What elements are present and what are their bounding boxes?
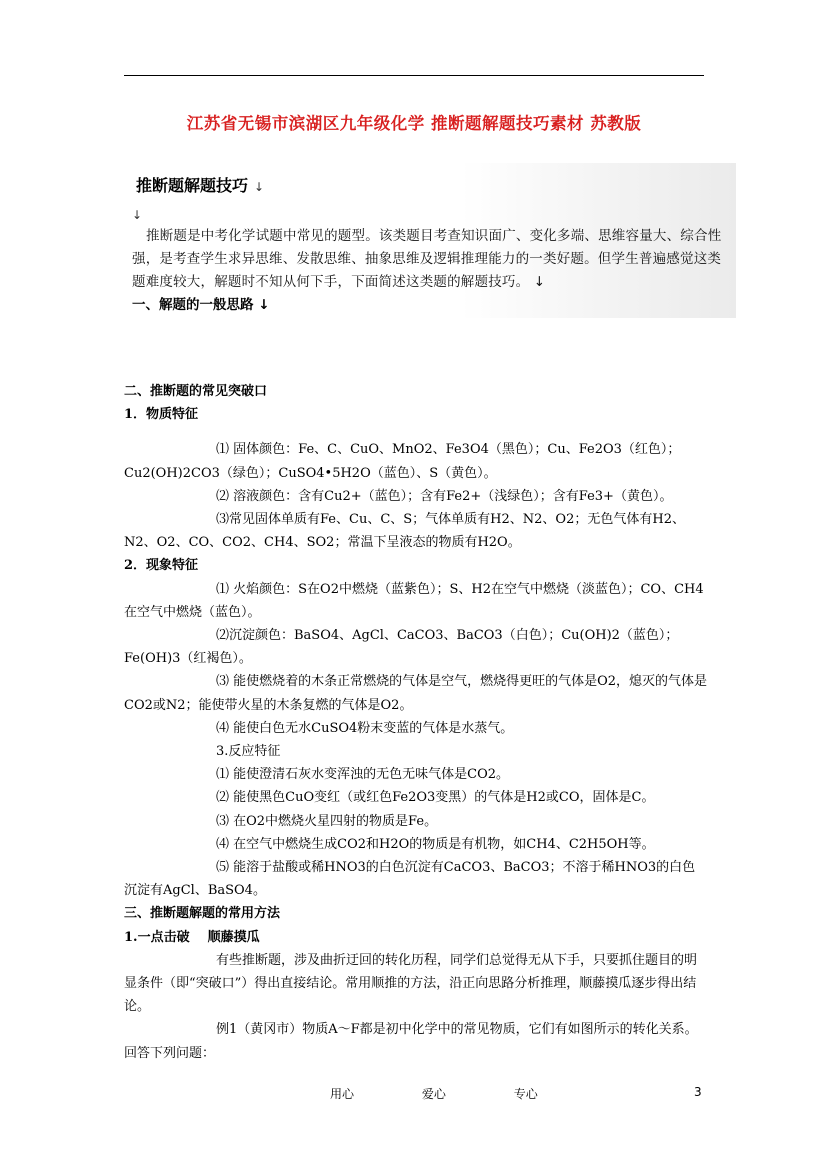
paragraph: ⑴ 火焰颜色：S在O2中燃烧（蓝紫色）；S、H2在空气中燃烧（淡蓝色）；CO、CH4在空气中燃烧（蓝色）。 <box>124 581 704 620</box>
example-paragraph: 例1（黄冈市）物质A～F都是初中化学中的常见物质，它们有如图所示的转化关系。回答下列问题： <box>124 1022 698 1061</box>
paragraph: ⑴ 能使澄清石灰水变浑浊的无色无味气体是CO2。 <box>216 767 510 783</box>
banner-paragraph: 推断题是中考化学试题中常见的题型。该类题目考查知识面广、变化多端、思维容量大、综合性强，是考查学生求异思维、发散思维、抽象思维及逻辑推理能力的一类好题。但学生普遍感觉这类题难度较大，解题时不知从何下手，下面简述这类题的解题技巧。 ↓ <box>132 228 722 290</box>
footer-motto-word: 用心 <box>330 1087 355 1101</box>
subsection-heading: 3.反应特征 <box>216 744 281 760</box>
section-heading-3: 三、推断题解题的常用方法 <box>124 906 281 922</box>
subsection-heading: 2．现象特征 <box>124 558 199 574</box>
document-body <box>124 380 708 1065</box>
paragraph: ⑴ 固体颜色：Fe、C、CuO、MnO2、Fe3O4（黑色）；Cu、Fe2O3（红色）；Cu2(OH)2CO3（绿色）；CuSO4•5H2O（蓝色）、S（黄色）。 <box>124 442 681 481</box>
paragraph: 有些推断题，涉及曲折迂回的转化历程，同学们总觉得无从下手，只要抓住题目的明显条件（即“突破口”）得出直接结论。常用顺推的方法，沿正向思路分析推理，顺藤摸瓜逐步得出结论。 <box>124 952 698 1015</box>
embedded-image-banner <box>124 163 736 318</box>
paragraph: ⑸ 能溶于盐酸或稀HNO3的白色沉淀有CaCO3、BaCO3；不溶于稀HNO3的白色沉淀有AgCl、BaSO4。 <box>124 860 696 899</box>
paragraph: ⑷ 在空气中燃烧生成CO2和H2O的物质是有机物，如CH4、C2H5OH等。 <box>216 836 655 852</box>
banner-section-heading: 一、解题的一般思路 ↓ <box>132 297 270 313</box>
paragraph: ⑶常见固体单质有Fe、Cu、C、S；气体单质有H2、N2、O2；无色气体有H2、N2、O2、CO、CO2、CH4、SO2；常温下呈液态的物质有H2O。 <box>124 512 685 551</box>
page-number: 3 <box>694 1085 702 1099</box>
document-title: 江苏省无锡市滨湖区九年级化学 推断题解题技巧素材 苏教版 <box>186 114 642 133</box>
paragraph: ⑶ 在O2中燃烧火星四射的物质是Fe。 <box>216 813 438 829</box>
footer-motto-word: 专心 <box>513 1087 538 1101</box>
footer-motto-word: 爱心 <box>421 1087 446 1101</box>
header-rule <box>124 75 704 76</box>
paragraph-mark: ↓ <box>132 208 143 222</box>
paragraph: ⑵沉淀颜色：BaSO4、AgCl、CaCO3、BaCO3（白色）；Cu(OH)2（蓝色）；Fe(OH)3（红褐色）。 <box>124 628 679 667</box>
paragraph: ⑵ 溶液颜色：含有Cu2+（蓝色）；含有Fe2+（浅绿色）；含有Fe3+（黄色）。 <box>216 488 673 504</box>
paragraph: ⑶ 能使燃烧着的木条正常燃烧的气体是空气，燃烧得更旺的气体是O2，熄灭的气体是CO2或N2；能使带火星的木条复燃的气体是O2。 <box>124 674 708 713</box>
section-heading-2: 二、推断题的常见突破口 <box>124 384 268 399</box>
method-heading: 1.一点击破 顺藤摸瓜 <box>124 929 260 945</box>
banner-heading <box>136 173 264 196</box>
subsection-heading: 1．物质特征 <box>124 407 199 423</box>
footer-motto <box>330 1085 572 1102</box>
paragraph: ⑷ 能使白色无水CuSO4粉末变蓝的气体是水蒸气。 <box>216 720 514 736</box>
arrow-down-icon: ↓ <box>254 180 265 194</box>
banner-heading-text: 推断题解题技巧 <box>136 176 249 195</box>
paragraph: ⑵ 能使黑色CuO变红（或红色Fe2O3变黑）的气体是H2或CO，固体是C。 <box>216 790 655 806</box>
